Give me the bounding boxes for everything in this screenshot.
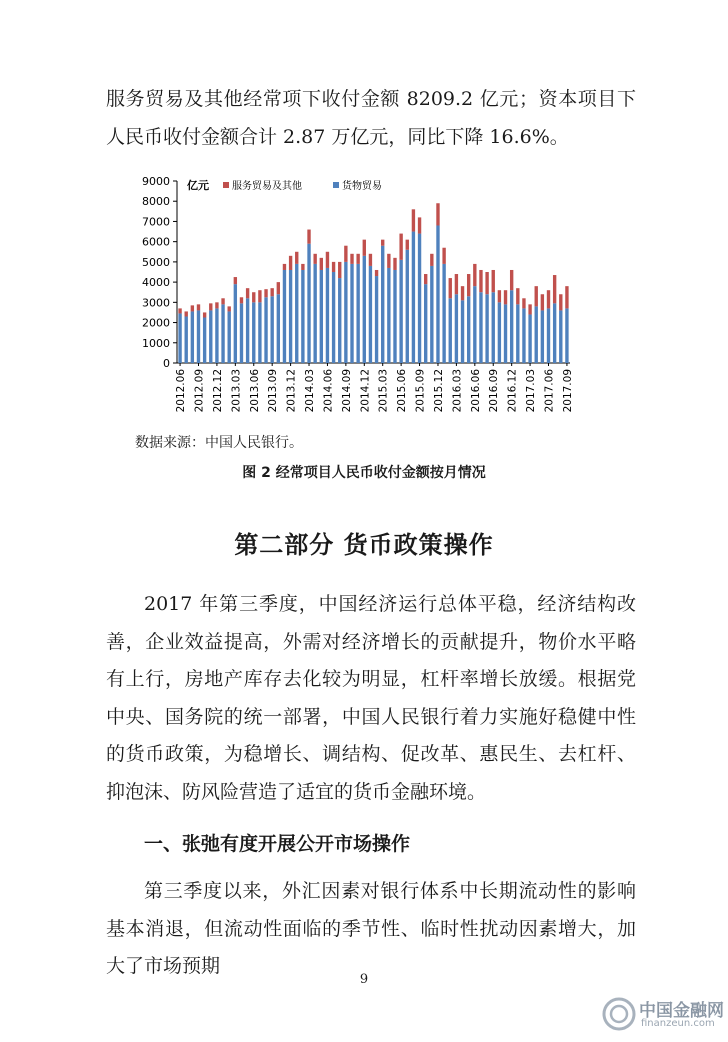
bar-services-other [178, 308, 181, 313]
bar-goods-trade [258, 302, 261, 363]
bar-services-other [191, 305, 194, 311]
bar-goods-trade [406, 250, 409, 363]
x-tick-label: 2014.03 [304, 369, 317, 413]
bar-goods-trade [467, 296, 470, 363]
x-tick-label: 2015.03 [377, 369, 390, 413]
bar-services-other [326, 252, 329, 268]
bar-services-other [234, 277, 237, 284]
bar-services-other [547, 290, 550, 308]
bar-goods-trade [430, 266, 433, 363]
bar-services-other [485, 272, 488, 294]
intro-paragraph: 服务贸易及其他经常项下收付金额 8209.2 亿元；资本项目下人民币收付金额合计 2.87 万亿元，同比下降 16.6%。 [106, 88, 636, 148]
bar-services-other [430, 254, 433, 266]
bar-services-other [283, 264, 286, 270]
bar-goods-trade [485, 294, 488, 363]
bar-goods-trade [363, 256, 366, 363]
bar-goods-trade [344, 262, 347, 363]
bar-services-other [264, 289, 267, 297]
legend-swatch-goods [333, 182, 339, 188]
y-tick-label: 2000 [142, 316, 170, 330]
bar-services-other [406, 240, 409, 250]
y-tick-label: 6000 [142, 235, 170, 249]
bar-services-other [295, 252, 298, 264]
bar-services-other [393, 258, 396, 270]
bar-services-other [565, 286, 568, 308]
bar-goods-trade [399, 260, 402, 363]
bar-services-other [479, 270, 482, 292]
bar-goods-trade [320, 270, 323, 363]
bar-goods-trade [191, 311, 194, 363]
bar-services-other [541, 294, 544, 310]
y-tick-label: 0 [163, 357, 170, 370]
body-paragraph-1: 2017 年第三季度，中国经济运行总体平稳，经济结构改善，企业效益提高，外需对经济增长的贡献提升，物价水平略有上行，房地产库存去化较为明显，杠杆率增长放缓。根据党中央、国务院的统一部署，中国人民银行着力实施好稳健中性的货币政策，为稳增长、调结构、促改革、惠民生、去杠杆、抑泡沫、防风险营造了适宜的货币金融环境。 [106, 593, 636, 803]
bar-services-other [461, 286, 464, 300]
figure-caption: 图 2 经常项目人民币收付金额按月情况 [242, 465, 486, 481]
x-tick-label: 2012.06 [175, 369, 188, 413]
bar-goods-trade [387, 268, 390, 363]
bar-goods-trade [178, 313, 181, 363]
legend-swatch-services [223, 182, 229, 188]
x-tick-label: 2014.06 [322, 369, 335, 413]
bar-goods-trade [209, 310, 212, 363]
bar-services-other [338, 262, 341, 278]
bar-goods-trade [565, 308, 568, 363]
bar-services-other [535, 286, 538, 306]
bar-services-other [387, 254, 390, 268]
x-tick-label: 2012.09 [193, 369, 206, 413]
bar-services-other [369, 254, 372, 266]
bar-goods-trade [369, 266, 372, 363]
bar-goods-trade [289, 270, 292, 363]
chart-source-note: 数据来源：中国人民银行。 [135, 435, 303, 451]
bar-services-other [522, 298, 525, 308]
x-tick-label: 2013.12 [285, 369, 298, 413]
bar-goods-trade [221, 304, 224, 363]
bar-services-other [240, 297, 243, 303]
bar-services-other [498, 290, 501, 302]
watermark-emblem-icon [601, 996, 637, 1032]
watermark-logo [601, 992, 724, 1036]
bar-services-other [467, 274, 470, 296]
bar-goods-trade [504, 304, 507, 363]
bar-goods-trade [535, 306, 538, 363]
bar-services-other [363, 240, 366, 256]
bar-goods-trade [412, 232, 415, 363]
bar-services-other [185, 311, 188, 316]
x-tick-label: 2013.06 [248, 369, 261, 413]
bar-goods-trade [283, 270, 286, 363]
bar-goods-trade [301, 270, 304, 363]
bar-goods-trade [264, 297, 267, 363]
bar-services-other [344, 246, 347, 262]
x-tick-label: 2016.03 [451, 369, 464, 413]
bar-services-other [215, 302, 218, 308]
x-tick-label: 2015.12 [432, 369, 445, 413]
current-account-chart [130, 170, 585, 420]
watermark-subtext: finanzeun.com [641, 1018, 715, 1029]
bar-goods-trade [473, 286, 476, 363]
y-tick-label: 5000 [142, 255, 170, 269]
y-tick-label: 1000 [142, 336, 170, 350]
bar-goods-trade [313, 264, 316, 363]
x-tick-label: 2013.09 [267, 369, 280, 413]
bar-goods-trade [547, 308, 550, 363]
bar-services-other [375, 270, 378, 276]
bar-goods-trade [246, 298, 249, 363]
bar-goods-trade [228, 311, 231, 363]
bar-services-other [473, 264, 476, 286]
bar-services-other [424, 274, 427, 284]
bar-goods-trade [528, 314, 531, 363]
bar-goods-trade [461, 300, 464, 363]
bar-services-other [258, 290, 261, 302]
bar-services-other [528, 304, 531, 314]
x-tick-label: 2014.09 [340, 369, 353, 413]
x-tick-label: 2015.09 [414, 369, 427, 413]
bar-services-other [412, 209, 415, 231]
bar-services-other [301, 264, 304, 270]
bar-goods-trade [553, 303, 556, 363]
y-tick-label: 4000 [142, 276, 170, 290]
bar-services-other [449, 278, 452, 298]
x-tick-label: 2014.12 [359, 369, 372, 413]
bar-services-other [289, 256, 292, 270]
page-number: 9 [359, 972, 369, 987]
bar-goods-trade [332, 272, 335, 363]
body-paragraph-2: 第三季度以来，外汇因素对银行体系中长期流动性的影响基本消退，但流动性面临的季节性、临时性扰动因素增大，加大了市场预期 [106, 880, 636, 978]
bar-services-other [350, 254, 353, 264]
bar-goods-trade [350, 264, 353, 363]
sub-heading: 一、张弛有度开展公开市场操作 [144, 833, 411, 855]
chart-svg [130, 170, 585, 420]
bar-goods-trade [215, 308, 218, 363]
y-tick-label: 7000 [142, 215, 170, 229]
bar-services-other [252, 292, 255, 302]
bar-services-other [209, 303, 212, 310]
x-tick-label: 2015.06 [396, 369, 409, 413]
bar-services-other [221, 298, 224, 304]
x-tick-label: 2017.06 [543, 369, 556, 413]
bar-goods-trade [185, 316, 188, 363]
x-tick-label: 2013.03 [230, 369, 243, 413]
bar-services-other [553, 275, 556, 303]
bar-services-other [455, 274, 458, 294]
bar-goods-trade [203, 318, 206, 364]
bar-services-other [492, 270, 495, 292]
bar-goods-trade [541, 310, 544, 363]
bar-goods-trade [442, 264, 445, 363]
bar-services-other [356, 254, 359, 264]
legend-label-services: 服务贸易及其他 [232, 181, 302, 192]
bar-goods-trade [516, 304, 519, 363]
bar-services-other [504, 290, 507, 304]
bar-goods-trade [240, 303, 243, 363]
bar-services-other [313, 254, 316, 264]
bar-services-other [270, 288, 273, 296]
bar-services-other [197, 304, 200, 310]
bar-goods-trade [522, 308, 525, 363]
section-title: 第二部分 货币政策操作 [234, 531, 494, 559]
bar-goods-trade [498, 302, 501, 363]
bar-goods-trade [375, 276, 378, 363]
bar-goods-trade [510, 290, 513, 363]
x-tick-label: 2017.03 [525, 369, 538, 413]
bar-services-other [418, 217, 421, 233]
bar-goods-trade [393, 270, 396, 363]
bar-services-other [203, 312, 206, 317]
bar-services-other [246, 288, 249, 298]
bar-services-other [436, 203, 439, 225]
bar-goods-trade [326, 268, 329, 363]
y-tick-label: 9000 [142, 175, 170, 188]
y-tick-label: 8000 [142, 195, 170, 209]
bar-goods-trade [356, 264, 359, 363]
x-tick-label: 2012.12 [211, 369, 224, 413]
bar-goods-trade [307, 244, 310, 363]
bar-goods-trade [197, 310, 200, 363]
bar-goods-trade [559, 310, 562, 363]
bar-goods-trade [338, 278, 341, 363]
x-tick-label: 2016.06 [469, 369, 482, 413]
bar-services-other [559, 294, 562, 310]
bar-goods-trade [492, 292, 495, 363]
bar-goods-trade [418, 234, 421, 363]
x-tick-label: 2017.09 [561, 369, 574, 413]
bar-services-other [516, 288, 519, 304]
bar-services-other [399, 234, 402, 260]
bar-services-other [510, 270, 513, 290]
bar-goods-trade [234, 284, 237, 363]
x-tick-label: 2016.09 [488, 369, 501, 413]
bar-services-other [277, 282, 280, 294]
bar-services-other [442, 248, 445, 264]
bar-services-other [381, 240, 384, 246]
bar-goods-trade [424, 284, 427, 363]
bar-goods-trade [436, 225, 439, 363]
bar-services-other [320, 258, 323, 270]
legend-label-goods: 货物贸易 [342, 181, 382, 192]
watermark-text: 中国金融网 [639, 1001, 724, 1021]
bar-goods-trade [381, 246, 384, 363]
bar-goods-trade [252, 302, 255, 363]
bar-goods-trade [270, 296, 273, 363]
y-tick-label: 3000 [142, 296, 170, 310]
bar-services-other [307, 230, 310, 244]
bar-goods-trade [277, 294, 280, 363]
bar-goods-trade [479, 292, 482, 363]
x-tick-label: 2016.12 [506, 369, 519, 413]
bar-services-other [332, 262, 335, 272]
bar-goods-trade [295, 264, 298, 363]
y-axis-label: 亿元 [187, 179, 209, 192]
bar-goods-trade [449, 298, 452, 363]
bar-goods-trade [455, 294, 458, 363]
bar-services-other [228, 306, 231, 311]
